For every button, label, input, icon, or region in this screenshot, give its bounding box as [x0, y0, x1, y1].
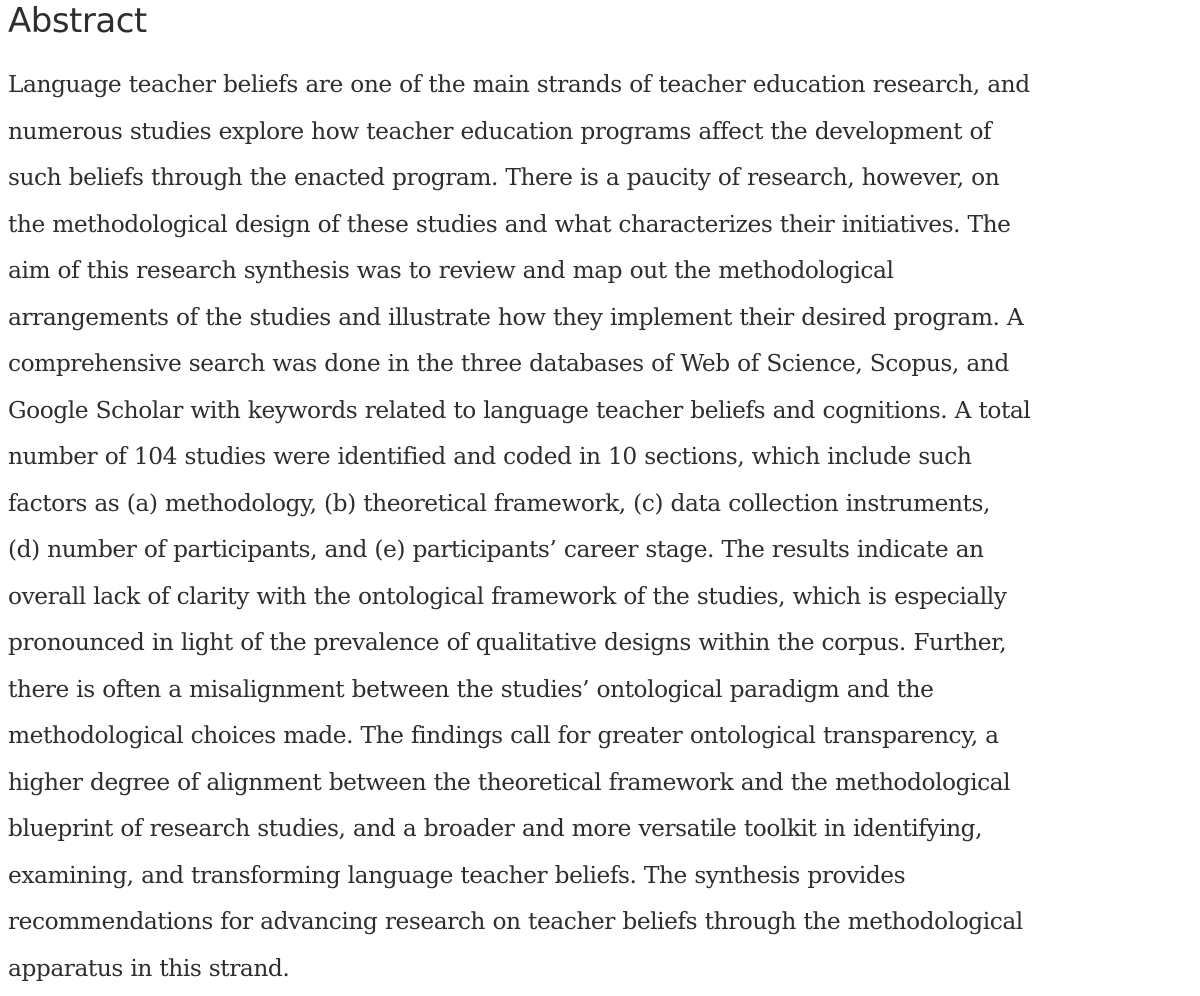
abstract-body	[8, 62, 1030, 992]
abstract-line: there is often a misalignment between the studies’ ontological paradigm and the	[8, 675, 934, 703]
abstract-line: apparatus in this strand.	[8, 954, 290, 982]
abstract-line: Google Scholar with keywords related to language teacher beliefs and cognitions. A total	[8, 396, 1031, 424]
abstract-line: recommendations for advancing research on teacher beliefs through the methodological	[8, 908, 1023, 935]
abstract-line: numerous studies explore how teacher education programs affect the development of	[8, 117, 992, 145]
abstract-line: methodological choices made. The findings call for greater ontological transparency, a	[8, 722, 999, 749]
abstract-line: comprehensive search was done in the three databases of Web of Science, Scopus, and	[8, 350, 1009, 377]
abstract-line: such beliefs through the enacted program. There is a paucity of research, however, on	[8, 164, 1000, 191]
abstract-line: pronounced in light of the prevalence of qualitative designs within the corpus. Further,	[8, 629, 1007, 656]
abstract-line: number of 104 studies were identified and coded in 10 sections, which include such	[8, 443, 972, 470]
abstract-section	[8, 0, 1194, 982]
abstract-line: arrangements of the studies and illustrate how they implement their desired program. A	[8, 303, 1024, 331]
abstract-line: factors as (a) methodology, (b) theoretical framework, (c) data collection instruments,	[8, 489, 990, 517]
abstract-line: aim of this research synthesis was to review and map out the methodological	[8, 257, 894, 284]
abstract-heading: Abstract	[8, 1, 147, 41]
abstract-line: overall lack of clarity with the ontological framework of the studies, which is especially	[8, 582, 1007, 610]
abstract-line: blueprint of research studies, and a broader and more versatile toolkit in identifying,	[8, 815, 983, 842]
abstract-line: the methodological design of these studies and what characterizes their initiatives. The	[8, 210, 1011, 238]
abstract-line: (d) number of participants, and (e) participants’ career stage. The results indicate an	[8, 536, 984, 563]
abstract-line: examining, and transforming language teacher beliefs. The synthesis provides	[8, 861, 906, 889]
abstract-line: higher degree of alignment between the theoretical framework and the methodological	[8, 768, 1011, 796]
abstract-line: Language teacher beliefs are one of the main strands of teacher education research, and	[8, 71, 1030, 98]
